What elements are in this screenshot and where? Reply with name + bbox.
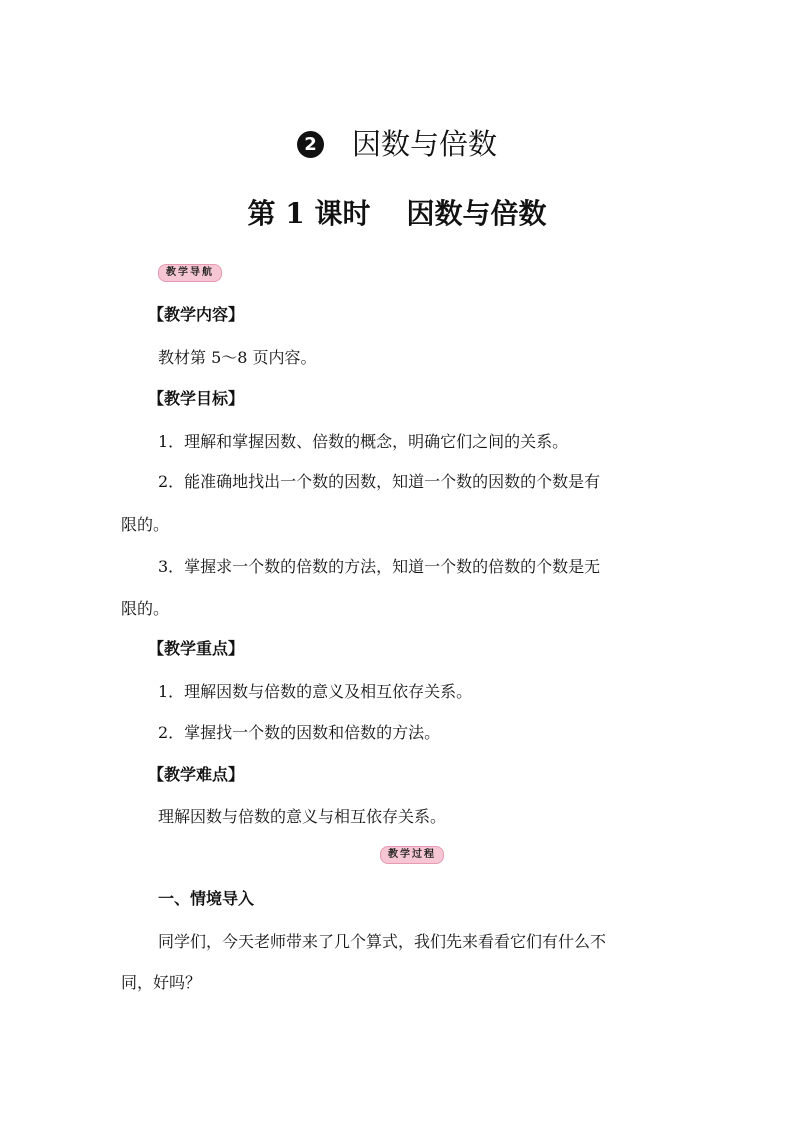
key-point-item: 2．掌握找一个数的因数和倍数的方法。 — [158, 723, 441, 742]
difficulties-text: 理解因数与倍数的意义与相互依存关系。 — [158, 807, 447, 826]
goal-item-continued: 限的。 — [121, 599, 170, 618]
teaching-guide-tag: 教学导航 — [158, 264, 222, 282]
chapter-number-badge: 2 — [297, 131, 324, 158]
goals-heading: 【教学目标】 — [148, 389, 245, 408]
lesson-title-text: 因数与倍数 — [406, 197, 547, 230]
chapter-title-text: 因数与倍数 — [351, 127, 497, 161]
goal-item: 1．理解和掌握因数、倍数的概念，明确它们之间的关系。 — [158, 432, 569, 451]
process-heading: 一、情境导入 — [158, 889, 255, 908]
lesson-title — [0, 192, 794, 232]
process-text-continued: 同，好吗？ — [121, 973, 202, 992]
process-text: 同学们，今天老师带来了几个算式，我们先来看看它们有什么不 — [158, 932, 607, 951]
lesson-number: 第 1 课时 — [247, 197, 371, 230]
goal-item: 2．能准确地找出一个数的因数，知道一个数的因数的个数是有 — [158, 472, 601, 491]
goal-item-continued: 限的。 — [121, 515, 170, 534]
teaching-process-tag: 教学过程 — [380, 846, 444, 864]
key-point-item: 1．理解因数与倍数的意义及相互依存关系。 — [158, 682, 473, 701]
content-heading: 【教学内容】 — [148, 305, 245, 324]
difficulties-heading: 【教学难点】 — [148, 765, 245, 784]
content-text: 教材第 5～8 页内容。 — [158, 348, 317, 367]
goal-item: 3．掌握求一个数的倍数的方法，知道一个数的倍数的个数是无 — [158, 557, 601, 576]
key-points-heading: 【教学重点】 — [148, 639, 245, 658]
chapter-title — [0, 122, 794, 163]
